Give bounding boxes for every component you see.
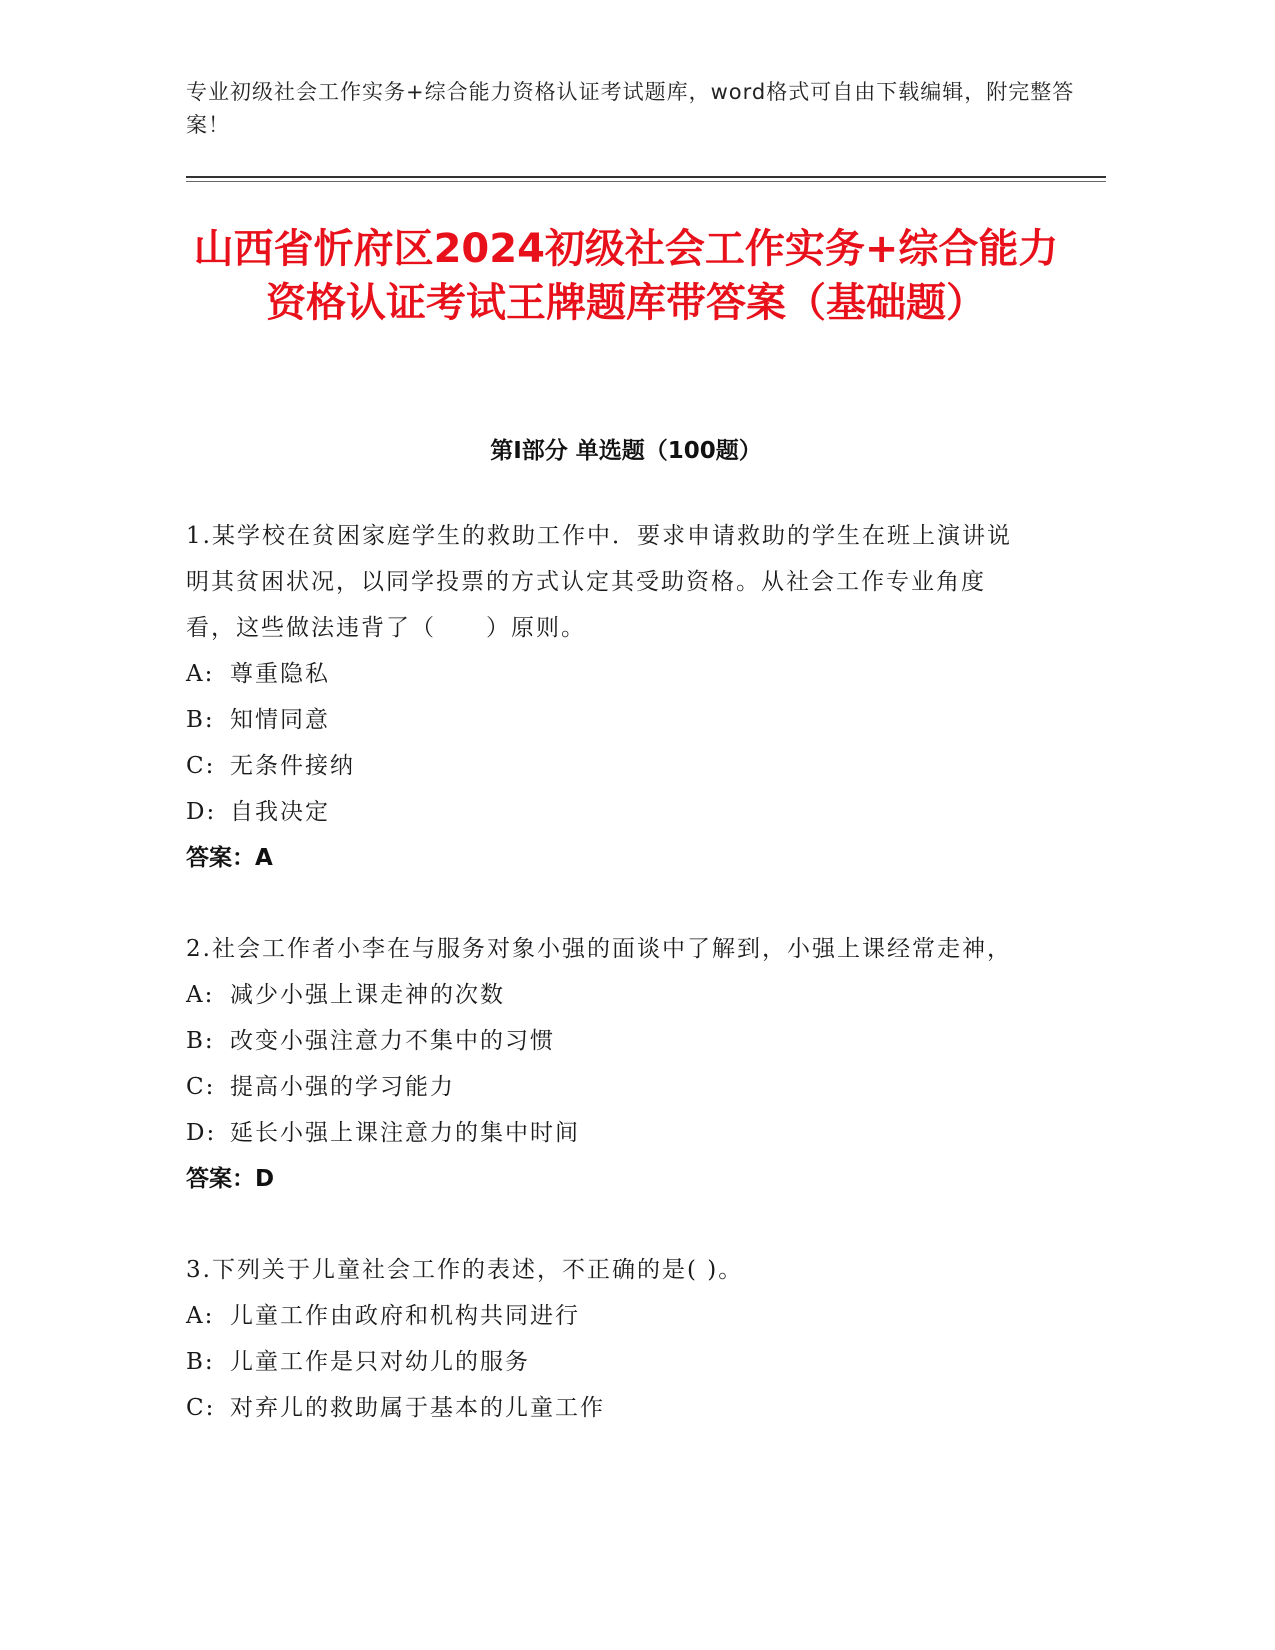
option-text: 自我决定 xyxy=(230,799,330,825)
option-letter: B: xyxy=(186,1349,215,1375)
header-divider-thin xyxy=(186,181,1106,182)
option-text: 减少小强上课走神的次数 xyxy=(230,982,505,1008)
option-letter: B: xyxy=(186,1028,215,1054)
header-note: 专业初级社会工作实务+综合能力资格认证考试题库，word格式可自由下载编辑，附完整答案！ xyxy=(186,80,1075,137)
option-letter: A: xyxy=(186,661,215,687)
header-divider-thick xyxy=(186,176,1106,178)
option-text: 知情同意 xyxy=(230,707,330,733)
option-letter: B: xyxy=(186,707,215,733)
option-b xyxy=(186,1339,1031,1385)
option-text: 儿童工作由政府和机构共同进行 xyxy=(230,1303,580,1329)
question-2 xyxy=(186,926,1031,1202)
option-c xyxy=(186,743,1031,789)
question-stem: 2.社会工作者小李在与服务对象小强的面谈中了解到，小强上课经常走神， xyxy=(186,936,1012,962)
document-title: 山西省忻府区2024初级社会工作实务+综合能力资格认证考试王牌题库带答案（基础题） xyxy=(193,226,1059,326)
option-letter: A: xyxy=(186,1303,215,1329)
option-a xyxy=(186,1293,1031,1339)
option-text: 提高小强的学习能力 xyxy=(230,1074,455,1100)
option-d xyxy=(186,789,1031,835)
question-stem: 1.某学校在贫困家庭学生的救助工作中．要求申请救助的学生在班上演讲说明其贫困状况，以同学投票的方式认定其受助资格。从社会工作专业角度看，这些做法违背了（ ）原则。 xyxy=(186,523,1012,641)
option-c xyxy=(186,1385,1031,1431)
option-d xyxy=(186,1110,1031,1156)
option-text: 儿童工作是只对幼儿的服务 xyxy=(230,1349,530,1375)
option-b xyxy=(186,697,1031,743)
option-text: 对弃儿的救助属于基本的儿童工作 xyxy=(230,1395,605,1421)
option-text: 无条件接纳 xyxy=(230,753,355,779)
question-stem: 3.下列关于儿童社会工作的表述，不正确的是( )。 xyxy=(186,1257,744,1283)
question-list xyxy=(186,513,1031,1476)
option-text: 尊重隐私 xyxy=(230,661,330,687)
option-letter: D: xyxy=(186,799,217,825)
question-1 xyxy=(186,513,1031,881)
option-letter: C: xyxy=(186,1074,216,1100)
section-heading: 第I部分 单选题（100题） xyxy=(490,438,762,464)
option-text: 延长小强上课注意力的集中时间 xyxy=(230,1120,580,1146)
option-letter: C: xyxy=(186,1395,216,1421)
answer-line: 答案：A xyxy=(186,845,273,871)
option-b xyxy=(186,1018,1031,1064)
option-text: 改变小强注意力不集中的习惯 xyxy=(230,1028,555,1054)
answer-line: 答案：D xyxy=(186,1166,275,1192)
option-letter: A: xyxy=(186,982,215,1008)
option-a xyxy=(186,972,1031,1018)
question-3 xyxy=(186,1247,1031,1431)
option-letter: C: xyxy=(186,753,216,779)
option-letter: D: xyxy=(186,1120,217,1146)
option-c xyxy=(186,1064,1031,1110)
option-a xyxy=(186,651,1031,697)
